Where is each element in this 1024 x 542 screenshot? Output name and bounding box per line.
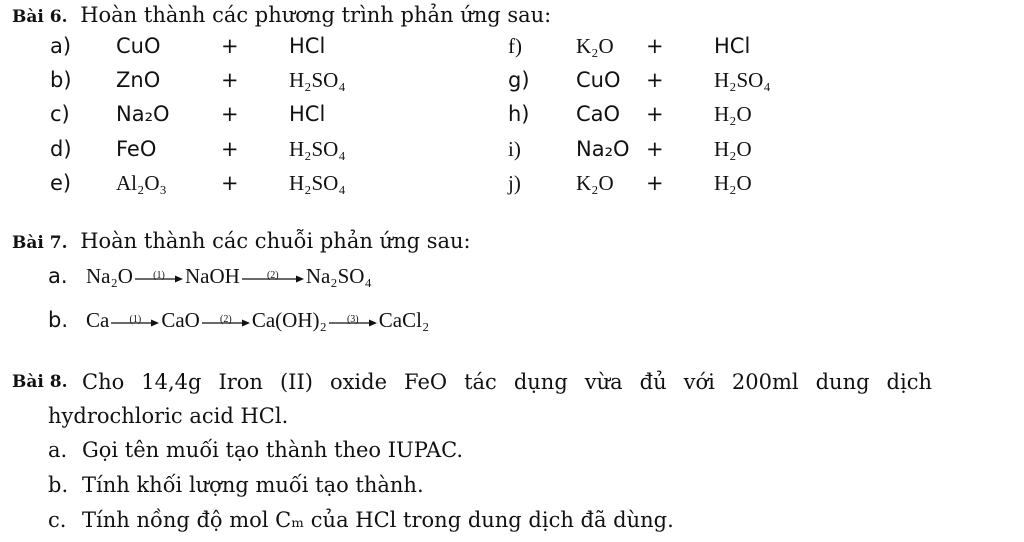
plus-sign: + <box>646 34 664 58</box>
question-text: Tính nồng độ mol Cₘ của HCl trong dung dịch đã dùng. <box>82 508 674 532</box>
reactant-1: FeO <box>116 137 157 161</box>
reaction-label: h) <box>508 102 530 126</box>
arrow-label: (3) <box>346 314 359 326</box>
plus-sign: + <box>646 137 664 161</box>
exercise-8-number: Bài 8. <box>12 372 68 392</box>
reactant-2: H₂O <box>714 102 752 126</box>
reactant-1: Al₂O₃ <box>116 171 167 195</box>
chain-species: Ca(OH)₂ <box>251 308 327 332</box>
reactant-1: CuO <box>576 68 621 92</box>
chain-species: Ca <box>86 308 110 332</box>
arrow-label: (2) <box>266 270 279 282</box>
reaction-chain-a <box>48 263 372 289</box>
reaction-label: i) <box>508 137 521 161</box>
reactant-1: ZnO <box>116 68 161 92</box>
question-text: Tính khối lượng muối tạo thành. <box>82 473 424 497</box>
plus-sign: + <box>646 171 664 195</box>
question-label: a. <box>48 438 68 462</box>
reactant-2: H₂SO₄ <box>289 68 346 92</box>
reaction-label: f) <box>508 34 522 58</box>
reaction-chain-b <box>48 307 429 333</box>
chain-species: Na₂O <box>86 264 133 288</box>
right-arrow-icon <box>202 319 250 327</box>
chain-species: Na₂SO₄ <box>305 264 372 288</box>
reactant-1: K₂O <box>576 34 614 58</box>
plus-sign: + <box>221 171 239 195</box>
reaction-label: j) <box>508 171 521 195</box>
reactant-1: K₂O <box>576 171 614 195</box>
chain-label: b. <box>48 308 69 332</box>
right-arrow-icon <box>135 275 183 283</box>
question-label: b. <box>48 473 69 497</box>
reactant-2: H₂O <box>714 171 752 195</box>
reaction-arrow <box>202 311 250 333</box>
chain-species: NaOH <box>184 264 240 288</box>
plus-sign: + <box>221 102 239 126</box>
exercise-6-number: Bài 6. <box>12 7 68 27</box>
exercise-7-number: Bài 7. <box>12 233 68 253</box>
plus-sign: + <box>221 34 239 58</box>
right-arrow-icon <box>242 275 304 283</box>
plus-sign: + <box>221 137 239 161</box>
reactant-1: Na₂O <box>116 102 170 126</box>
reaction-label: d) <box>50 137 72 161</box>
reaction-label: g) <box>508 68 530 92</box>
plus-sign: + <box>646 102 664 126</box>
reaction-label: b) <box>50 68 72 92</box>
reactant-1: CaO <box>576 102 621 126</box>
right-arrow-icon <box>329 319 377 327</box>
question-a <box>48 437 463 463</box>
reactant-2: H₂SO₄ <box>289 171 346 195</box>
reactant-2: HCl <box>289 34 326 58</box>
exercise-8-line-1 <box>12 369 1012 395</box>
question-text: Gọi tên muối tạo thành theo IUPAC. <box>82 438 464 462</box>
reaction-label: a) <box>50 34 72 58</box>
question-b <box>48 472 424 498</box>
reactant-2: H₂SO₄ <box>714 68 771 92</box>
exercise-8-text-line-1: Cho 14,4g Iron (II) oxide FeO tác dụng vừa đủ với 200ml dung dịch <box>82 370 932 394</box>
reaction-arrow <box>329 311 377 333</box>
reactant-2: HCl <box>714 34 751 58</box>
exercise-7-heading <box>12 228 471 256</box>
arrow-label: (2) <box>219 314 232 326</box>
reactant-2: HCl <box>289 102 326 126</box>
right-arrow-icon <box>111 319 159 327</box>
plus-sign: + <box>646 68 664 92</box>
reaction-label: c) <box>50 102 70 126</box>
exercise-7-title: Hoàn thành các chuỗi phản ứng sau: <box>80 229 471 253</box>
exercise-6-heading <box>12 2 551 30</box>
chain-species: CaCl₂ <box>378 308 430 332</box>
exercise-6-title: Hoàn thành các phương trình phản ứng sau: <box>80 3 552 27</box>
reactant-2: H₂O <box>714 137 752 161</box>
reaction-arrow <box>111 311 159 333</box>
exercise-8-text-line-2: hydrochloric acid HCl. <box>48 404 289 428</box>
plus-sign: + <box>221 68 239 92</box>
reactant-2: H₂SO₄ <box>289 137 346 161</box>
reaction-arrow <box>242 267 304 289</box>
reaction-label: e) <box>50 171 72 195</box>
reaction-arrow <box>135 267 183 289</box>
chain-species: CaO <box>161 308 200 332</box>
chain-label: a. <box>48 264 68 288</box>
question-c <box>48 507 674 533</box>
reactant-1: CuO <box>116 34 161 58</box>
arrow-label: (1) <box>153 270 165 282</box>
reactant-1: Na₂O <box>576 137 630 161</box>
arrow-label: (1) <box>129 314 142 326</box>
question-label: c. <box>48 508 67 532</box>
